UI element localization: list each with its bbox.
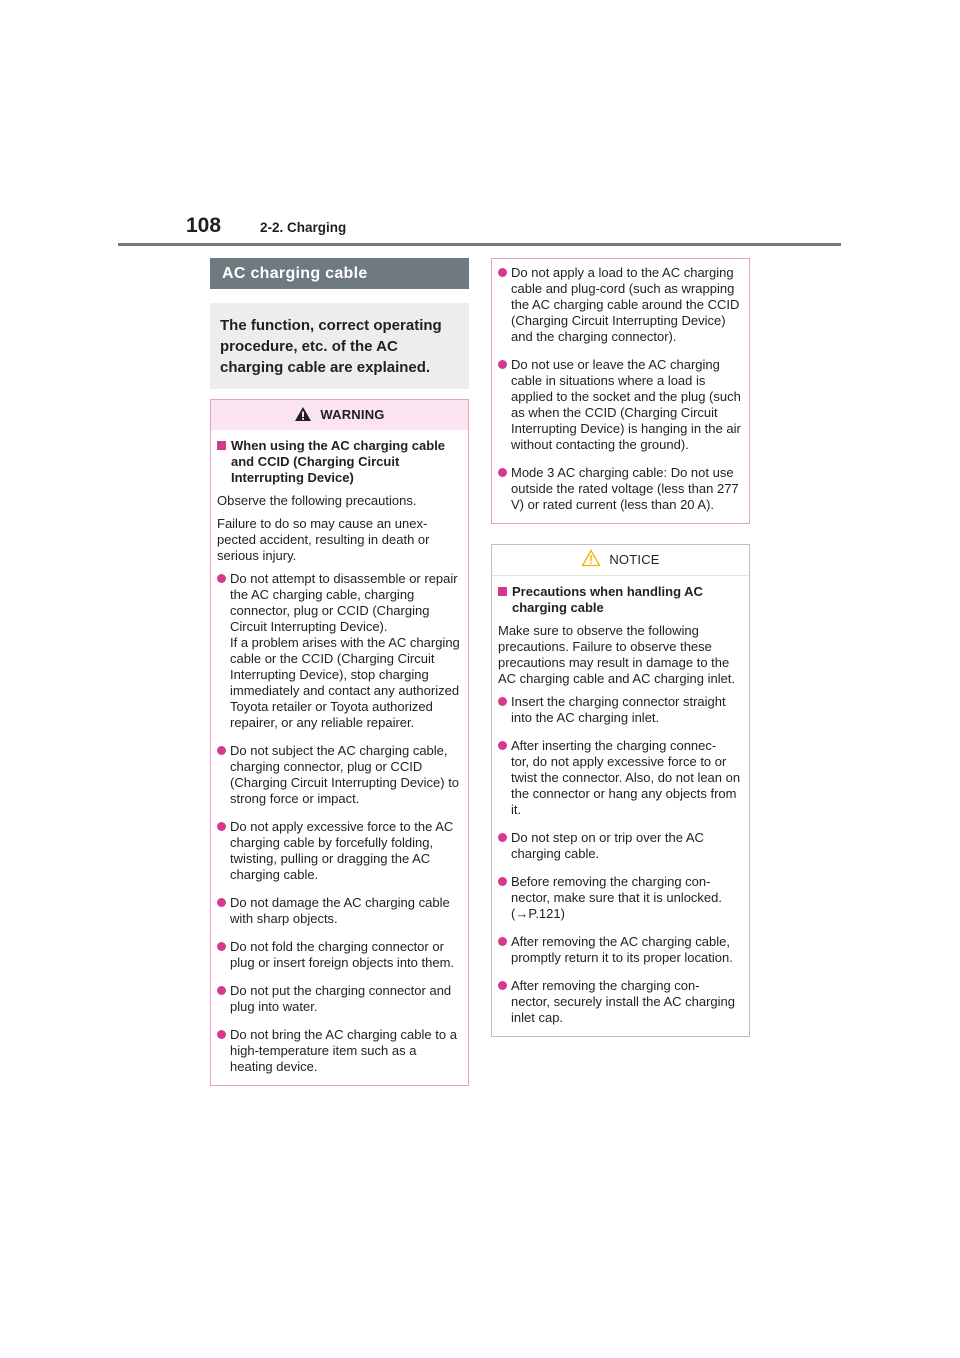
bullet-dot-icon [498,468,507,477]
list-item-text: Do not step on or trip over the AC charging cable. [511,830,704,861]
list-item [498,265,743,345]
warning-triangle-icon [294,406,312,422]
bullet-dot-icon [498,268,507,277]
warning-header [211,400,468,430]
list-item [498,978,743,1026]
bullet-dot-icon [498,360,507,369]
list-item [217,895,462,927]
header-rule [118,243,841,246]
right-column [491,258,750,1037]
bullet-dot-icon [217,898,226,907]
list-item [217,571,462,731]
warning-body [211,430,468,1085]
notice-paragraph: Make sure to observe the following precautions. Failure to observe these precautions may result in damage to the AC charging cable and AC charging inlet. [498,623,736,686]
list-item [217,819,462,883]
intro-box: The function, correct operating procedure, etc. of the AC charging cable are explained. [210,303,469,389]
page-number: 108 [186,214,222,237]
list-item-text: Do not use or leave the AC charging cable in situations where a load is applied to the socket and the plug (such as when the CCID (Charging Circuit Interrupting Device) is hanging in the air without contacting the ground). [511,357,741,452]
list-item [498,357,743,453]
warning-subheading-text: When using the AC charging cable and CCID (Charging Circuit Interrupting Device) [231,438,446,485]
left-column [210,258,469,1086]
list-item-text: Do not bring the AC charging cable to a high-temperature item such as a heating device. [230,1027,457,1074]
bullet-dot-icon [498,877,507,886]
caution-triangle-icon [581,549,601,567]
notice-list [498,694,743,1026]
bullet-dot-icon [498,697,507,706]
warning-paragraph: Failure to do so may cause an unex- pected accident, resulting in death or serious injury. [217,516,430,563]
list-item-text: Do not attempt to disassemble or repair the AC charging cable, charging connector, plug or CCID (Charging Circuit Interrupting Device). If a problem arises with the AC charging cable or the CCID (Charging Circuit Interrupting Device), stop charging immediately and contact any authorized Toyota retailer or Toyota authorized repairer, or any reliable repairer. [230,571,460,730]
list-item-text: Do not apply excessive force to the AC charging cable by forcefully folding, twisting, pulling or dragging the AC charging cable. [230,819,454,882]
notice-subheading-text: Precautions when handling AC charging cable [512,584,703,615]
bullet-dot-icon [217,942,226,951]
warning-list [217,571,462,1075]
square-bullet-icon [498,587,507,596]
list-item [217,983,462,1015]
warning-paragraph: Observe the following precautions. [217,493,417,508]
bullet-dot-icon [217,746,226,755]
list-item-text: Insert the charging connector straight into the AC charging inlet. [511,694,726,725]
warning-continued-list [498,265,743,513]
list-item [498,830,743,862]
notice-label: NOTICE [609,552,660,567]
square-bullet-icon [217,441,226,450]
bullet-dot-icon [217,986,226,995]
warning-continued-box [491,258,750,524]
bullet-dot-icon [498,937,507,946]
notice-subheading [498,584,743,616]
notice-header [492,545,749,576]
list-item-text: Mode 3 AC charging cable: Do not use outside the rated voltage (less than 277 V) or rated current (less than 20 A). [511,465,739,512]
warning-subheading [217,438,462,486]
list-item [498,465,743,513]
bullet-dot-icon [217,574,226,583]
list-item-text: Before removing the charging con- nector, make sure that it is unlocked. (→P.121) [511,874,722,921]
bullet-dot-icon [498,981,507,990]
list-item [217,743,462,807]
list-item [498,694,743,726]
list-item [498,738,743,818]
warning-label: WARNING [320,407,385,422]
list-item [217,1027,462,1075]
list-item-text: Do not apply a load to the AC charging cable and plug-cord (such as wrapping the AC charging cable around the CCID (Charging Circuit Interrupting Device) and the charging connector). [511,265,740,344]
list-item-text: After removing the charging con- nector, securely install the AC charging inlet cap. [511,978,736,1025]
list-item-text: Do not subject the AC charging cable, charging connector, plug or CCID (Charging Circuit Interrupting Device) to strong force or impact. [230,743,460,806]
warning-box [210,399,469,1086]
list-item-text: After removing the AC charging cable, promptly return it to its proper location. [511,934,733,965]
notice-body [492,576,749,1036]
list-item [498,874,743,922]
list-item-text: Do not put the charging connector and plug into water. [230,983,452,1014]
list-item [498,934,743,966]
list-item-text: After inserting the charging connec- tor, do not apply excessive force to or twist the connector. Also, do not lean on the connector or hang any objects from it. [511,738,741,817]
list-item [217,939,462,971]
section-title: AC charging cable [210,258,469,289]
section-label: 2-2. Charging [260,220,347,235]
bullet-dot-icon [217,822,226,831]
list-item-text: Do not fold the charging connector or plug or insert foreign objects into them. [230,939,455,970]
bullet-dot-icon [217,1030,226,1039]
bullet-dot-icon [498,741,507,750]
bullet-dot-icon [498,833,507,842]
notice-box [491,544,750,1037]
list-item-text: Do not damage the AC charging cable with sharp objects. [230,895,450,926]
